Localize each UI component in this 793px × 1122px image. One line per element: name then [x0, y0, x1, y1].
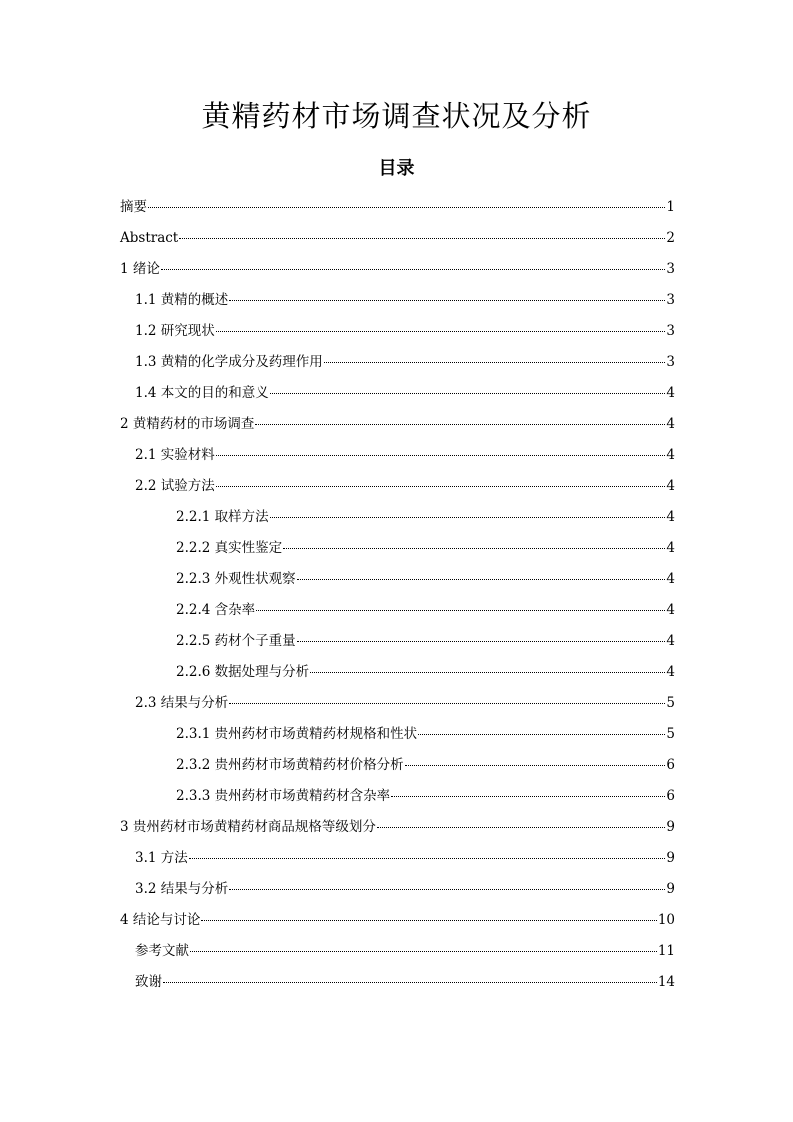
toc-entry[interactable] [120, 471, 675, 502]
toc-leader-dots [256, 610, 665, 611]
toc-entry-page-number: 1 [666, 199, 675, 215]
toc-entry[interactable] [120, 657, 675, 688]
toc-leader-dots [297, 579, 666, 580]
toc-entry[interactable] [120, 843, 675, 874]
toc-entry-label: 2.2.1 取样方法 [176, 509, 269, 525]
toc-entry-label: 3.1 方法 [135, 850, 188, 866]
toc-leader-dots [148, 207, 665, 208]
toc-entry-page-number: 4 [666, 664, 675, 680]
toc-leader-dots [216, 331, 666, 332]
toc-entry-label: 3.2 结果与分析 [135, 881, 229, 897]
toc-leader-dots [229, 703, 665, 704]
toc-entry[interactable] [120, 781, 675, 812]
toc-entry-page-number: 11 [657, 943, 675, 959]
toc-entry-page-number: 4 [666, 633, 675, 649]
toc-entry-page-number: 4 [666, 571, 675, 587]
toc-entry[interactable] [120, 223, 675, 254]
toc-entry-label: 1.3 黄精的化学成分及药理作用 [135, 354, 323, 370]
toc-entry[interactable] [120, 440, 675, 471]
toc-leader-dots [190, 951, 657, 952]
toc-entry-label: 2.3.2 贵州药材市场黄精药材价格分析 [176, 757, 404, 773]
toc-entry-label: 2.2.6 数据处理与分析 [176, 664, 310, 680]
toc-entry-label: 2.3 结果与分析 [135, 695, 229, 711]
toc-entry-page-number: 4 [666, 540, 675, 556]
table-of-contents [120, 192, 675, 998]
toc-entry[interactable] [120, 626, 675, 657]
toc-entry[interactable] [120, 192, 675, 223]
toc-entry-page-number: 4 [666, 509, 675, 525]
toc-leader-dots [405, 765, 666, 766]
toc-entry-label: 1.1 黄精的概述 [135, 292, 229, 308]
toc-entry-page-number: 4 [666, 602, 675, 618]
toc-leader-dots [229, 300, 665, 301]
toc-entry[interactable] [120, 347, 675, 378]
toc-entry-page-number: 5 [666, 726, 675, 742]
toc-entry-page-number: 3 [666, 292, 675, 308]
toc-entry[interactable] [120, 905, 675, 936]
toc-entry-label: 1.2 研究现状 [135, 323, 215, 339]
toc-entry-page-number: 6 [666, 788, 675, 804]
toc-leader-dots [377, 827, 666, 828]
toc-leader-dots [255, 424, 665, 425]
toc-entry[interactable] [120, 285, 675, 316]
toc-entry-label: 2.1 实验材料 [135, 447, 215, 463]
toc-heading: 目录 [378, 158, 415, 179]
toc-leader-dots [216, 486, 666, 487]
toc-entry-page-number: 4 [666, 416, 675, 432]
toc-entry-page-number: 2 [666, 230, 675, 246]
toc-entry-label: 2.2.5 药材个子重量 [176, 633, 296, 649]
toc-entry-label: 4 结论与讨论 [120, 912, 201, 928]
toc-entry-page-number: 6 [666, 757, 675, 773]
toc-entry-label: 2 黄精药材的市场调查 [120, 416, 255, 432]
toc-leader-dots [283, 548, 665, 549]
toc-entry-page-number: 9 [666, 881, 675, 897]
toc-leader-dots [270, 393, 666, 394]
toc-entry-label: 2.3.1 贵州药材市场黄精药材规格和性状 [176, 726, 418, 742]
toc-entry-label: 3 贵州药材市场黄精药材商品规格等级划分 [120, 819, 376, 835]
toc-leader-dots [297, 641, 666, 642]
toc-entry[interactable] [120, 719, 675, 750]
toc-entry[interactable] [120, 564, 675, 595]
toc-entry-page-number: 4 [666, 385, 675, 401]
toc-entry-page-number: 3 [666, 323, 675, 339]
toc-leader-dots [310, 672, 665, 673]
toc-entry[interactable] [120, 378, 675, 409]
toc-entry-label: 摘要 [120, 199, 147, 215]
toc-entry-page-number: 5 [666, 695, 675, 711]
toc-entry[interactable] [120, 595, 675, 626]
toc-entry[interactable] [120, 409, 675, 440]
toc-entry[interactable] [120, 936, 675, 967]
toc-entry-label: 1 绪论 [120, 261, 160, 277]
toc-entry-label: Abstract [120, 230, 179, 246]
document-title: 黄精药材市场调查状况及分析 [201, 99, 592, 133]
toc-leader-dots [163, 982, 657, 983]
toc-entry-label: 1.4 本文的目的和意义 [135, 385, 269, 401]
toc-entry-page-number: 4 [666, 447, 675, 463]
toc-entry[interactable] [120, 533, 675, 564]
toc-entry-label: 2.2.3 外观性状观察 [176, 571, 296, 587]
toc-leader-dots [201, 920, 656, 921]
toc-leader-dots [189, 858, 666, 859]
toc-entry-label: 2.2.2 真实性鉴定 [176, 540, 283, 556]
toc-leader-dots [391, 796, 665, 797]
toc-leader-dots [179, 238, 665, 239]
toc-entry-page-number: 9 [666, 819, 675, 835]
toc-entry-label: 2.3.3 贵州药材市场黄精药材含杂率 [176, 788, 391, 804]
toc-entry-page-number: 3 [666, 261, 675, 277]
toc-entry[interactable] [120, 316, 675, 347]
toc-leader-dots [216, 455, 666, 456]
toc-entry-label: 致谢 [135, 974, 162, 990]
toc-entry-label: 2.2 试验方法 [135, 478, 215, 494]
toc-entry[interactable] [120, 967, 675, 998]
toc-leader-dots [324, 362, 666, 363]
toc-entry-page-number: 3 [666, 354, 675, 370]
toc-entry[interactable] [120, 874, 675, 905]
toc-entry[interactable] [120, 750, 675, 781]
toc-leader-dots [418, 734, 665, 735]
toc-entry-label: 参考文献 [135, 943, 189, 959]
toc-entry[interactable] [120, 688, 675, 719]
toc-leader-dots [270, 517, 666, 518]
toc-entry-page-number: 9 [666, 850, 675, 866]
toc-entry-page-number: 14 [657, 974, 675, 990]
toc-leader-dots [161, 269, 666, 270]
toc-entry[interactable] [120, 502, 675, 533]
toc-entry-page-number: 10 [657, 912, 675, 928]
toc-leader-dots [229, 889, 665, 890]
toc-entry[interactable] [120, 254, 675, 285]
toc-entry-page-number: 4 [666, 478, 675, 494]
toc-entry-label: 2.2.4 含杂率 [176, 602, 256, 618]
toc-entry[interactable] [120, 812, 675, 843]
